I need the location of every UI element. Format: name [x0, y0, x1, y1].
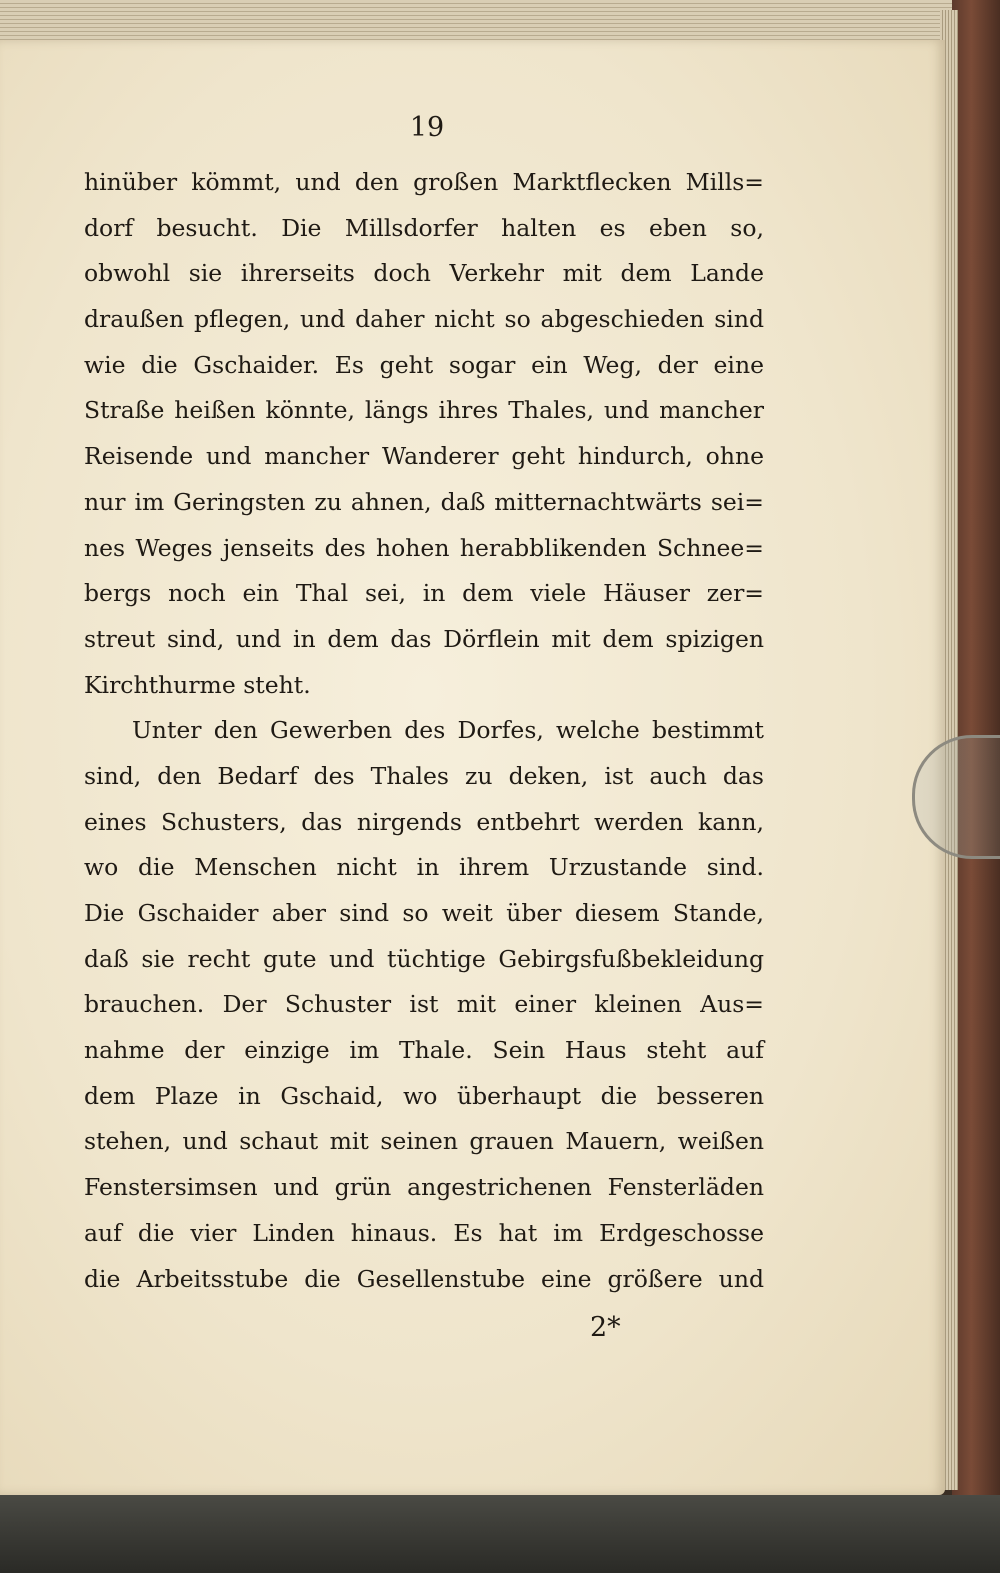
text-line-5: wie die Gschaider. Es geht sogar ein Weg, der eine	[84, 350, 764, 379]
text-line-18: daß sie recht gute und tüchtige Gebirgsfußbekleidung	[84, 944, 764, 973]
text-line-21: dem Plaze in Gschaid, wo überhaupt die besseren	[84, 1081, 764, 1110]
text-line-14: sind, den Bedarf des Thales zu deken, ist auch das	[84, 761, 764, 790]
text-line-10: bergs noch ein Thal sei, in dem viele Häuser zer=	[84, 579, 764, 608]
page-number: 19	[409, 112, 445, 143]
text-line-17: Die Gschaider aber sind so weit über diesem Stande,	[84, 899, 764, 927]
text-line-9: nes Weges jenseits des hohen herabblikenden Schnee=	[84, 533, 764, 562]
scan-background	[0, 1495, 1000, 1573]
text-line-19: brauchen. Der Schuster ist mit einer kleinen Aus=	[84, 990, 764, 1019]
body-text	[84, 160, 764, 1302]
text-line-24: auf die vier Linden hinaus. Es hat im Erdgeschosse	[84, 1218, 764, 1247]
text-line-25: die Arbeitsstube die Gesellenstube eine größere und	[84, 1264, 764, 1293]
text-line-1: hinüber kömmt, und den großen Marktflecken Mills=	[84, 168, 764, 196]
text-line-4: draußen pflegen, und daher nicht so abgeschieden sind	[84, 305, 764, 334]
text-line-22: stehen, und schaut mit seinen grauen Mauern, weißen	[84, 1127, 764, 1156]
text-line-11: streut sind, und in dem das Dörflein mit dem spizigen	[84, 624, 764, 653]
text-line-7: Reisende und mancher Wanderer geht hindurch, ohne	[84, 442, 764, 471]
text-line-3: obwohl sie ihrerseits doch Verkehr mit dem Lande	[84, 259, 764, 288]
text-line-12: Kirchthurme steht.	[84, 670, 311, 699]
text-line-16: wo die Menschen nicht in ihrem Urzustande sind.	[84, 853, 764, 882]
text-line-15: eines Schusters, das nirgends entbehrt werden kann,	[84, 807, 764, 836]
signature-mark: 2*	[590, 1312, 621, 1343]
text-line-2: dorf besucht. Die Millsdorfer halten es eben so,	[84, 213, 764, 242]
text-line-8: nur im Geringsten zu ahnen, daß mitternachtwärts sei=	[84, 487, 764, 516]
text-line-13: Unter den Gewerben des Dorfes, welche bestimmt	[132, 716, 764, 745]
text-line-6: Straße heißen könnte, längs ihres Thales, und mancher	[84, 396, 764, 425]
text-line-20: nahme der einzige im Thale. Sein Haus steht auf	[84, 1036, 764, 1065]
text-line-23: Fenstersimsen und grün angestrichenen Fensterläden	[84, 1173, 764, 1202]
